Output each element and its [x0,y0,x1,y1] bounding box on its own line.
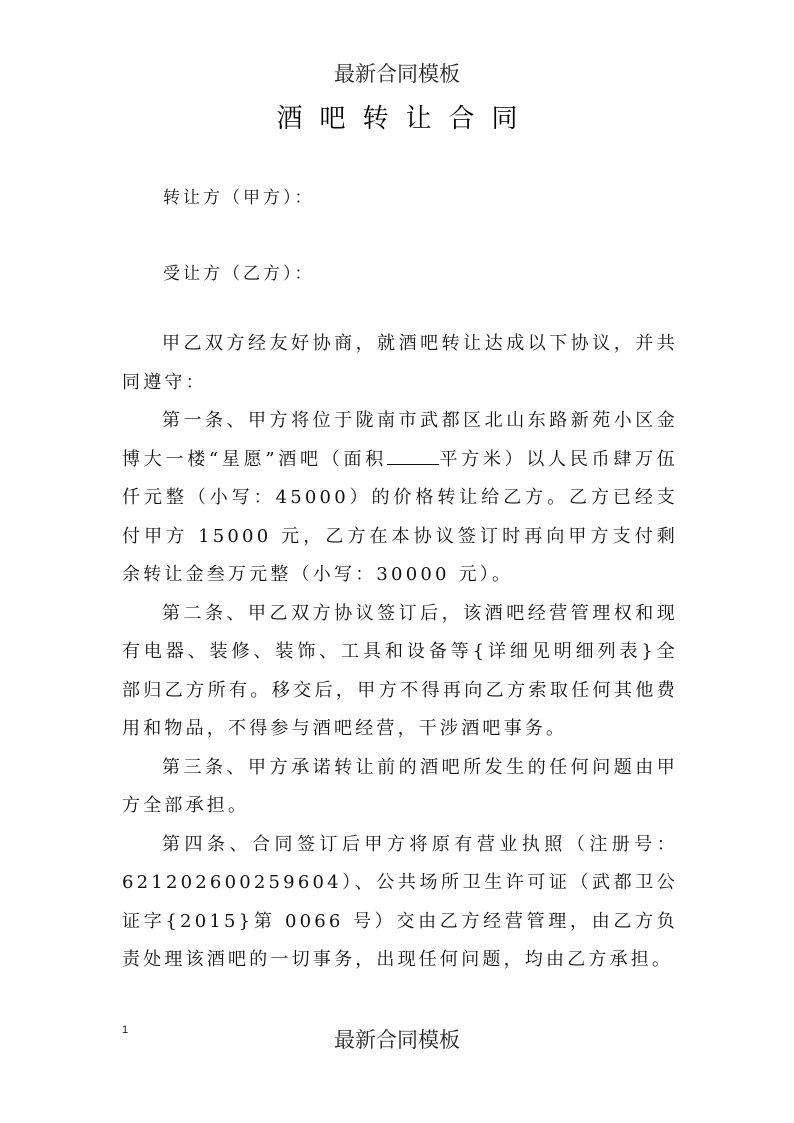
article-1 [122,402,678,595]
transferor-label: 转让方（甲方）： [163,188,315,208]
page-header: 最新合同模板 [334,62,460,86]
article-2: 第二条、甲乙双方协议签订后，该酒吧经营管理权和现有电器、装修、装饰、工具和设备等{详细见明细列表}全部归乙方所有。移交后，甲方不得再向乙方索取任何其他费用和物品，不得参与酒吧经营，干涉酒吧事务。 [122,602,678,739]
intro-paragraph: 甲乙双方经友好协商，就酒吧转让达成以下协议，并共同遵守： [122,333,678,393]
page-footer: 最新合同模板 [334,1028,460,1052]
area-blank-field [387,446,439,465]
article-1-text-b: 平方米）以人民币肆万伍仟元整（小写：45000）的价格转让给乙方。乙方已经支付甲方 15000 元，乙方在本协议签订时再向甲方支付剩余转让金叁万元整（小写：30000 元）。 [122,448,678,585]
article-4: 第四条、合同签订后甲方将原有营业执照（注册号：621202600259604）、公共场所卫生许可证（武都卫公证字{2015}第 0066 号）交由乙方经营管理，由乙方负责处理该酒吧的一切事务，出现任何问题，均由乙方承担。 [122,833,678,970]
transferee-label: 受让方（乙方）： [163,264,315,284]
contract-body [122,325,678,980]
article-1-text-a: 第一条、甲方将位于陇南市武都区北山东路新苑小区金博大一楼“星愿”酒吧（面积 [122,410,678,470]
page-number: 1 [122,1024,129,1036]
document-title: 酒吧转让合同 [276,104,535,134]
article-3: 第三条、甲方承诺转让前的酒吧所发生的任何问题由甲方全部承担。 [122,756,678,816]
